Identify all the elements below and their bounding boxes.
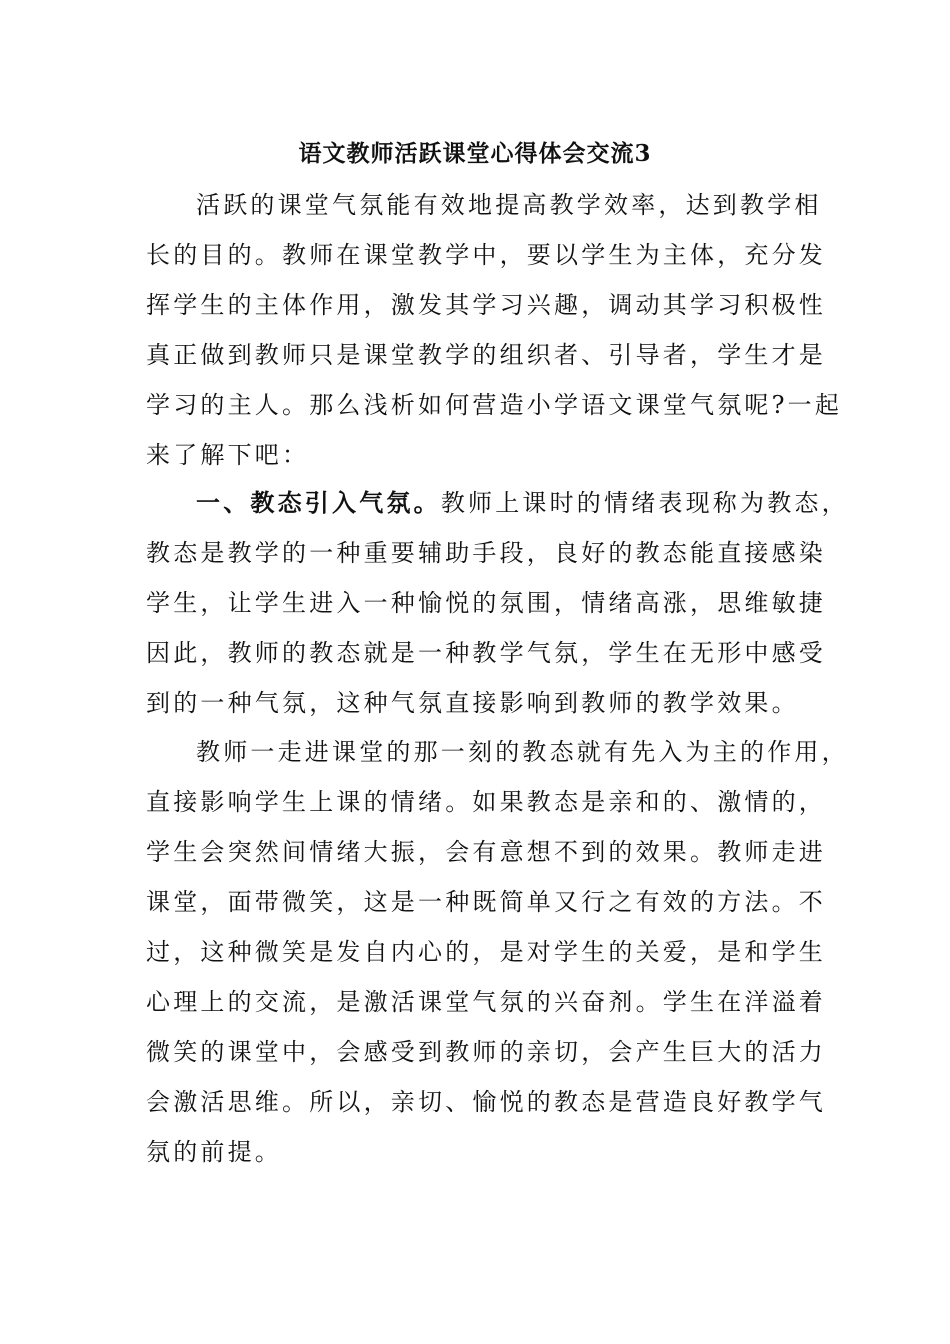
paragraph-line: 到的一种气氛，这种气氛直接影响到教师的教学效果。 <box>146 689 799 717</box>
paragraph-line: 来了解下吧： <box>146 441 310 469</box>
paragraph-line: 学习的主人。那么浅析如何营造小学语文课堂气氛呢?一起 <box>146 391 843 419</box>
paragraph-line: 学生，让学生进入一种愉悦的氛围，情绪高涨，思维敏捷 <box>146 589 826 617</box>
paragraph-line: 微笑的课堂中，会感受到教师的亲切，会产生巨大的活力 <box>146 1038 826 1066</box>
paragraph-line: 学生会突然间情绪大振，会有意想不到的效果。教师走进 <box>146 838 826 866</box>
paragraph-line: 挥学生的主体作用，激发其学习兴趣，调动其学习积极性 <box>146 291 826 319</box>
paragraph-line: 因此，教师的教态就是一种教学气氛，学生在无形中感受 <box>146 639 826 667</box>
paragraph-line: 教师一走进课堂的那一刻的教态就有先入为主的作用， <box>196 738 849 766</box>
paragraph-2 <box>146 478 849 728</box>
paragraph-3 <box>146 727 849 1177</box>
paragraph-line: 课堂，面带微笑，这是一种既简单又行之有效的方法。不 <box>146 888 826 916</box>
paragraph-line: 活跃的课堂气氛能有效地提高教学效率，达到教学相 <box>196 191 822 219</box>
paragraph-first-line <box>146 478 849 528</box>
paragraph-line: 长的目的。教师在课堂教学中，要以学生为主体，充分发 <box>146 241 826 269</box>
paragraph-line: 心理上的交流，是激活课堂气氛的兴奋剂。学生在洋溢着 <box>146 988 826 1016</box>
paragraph-line: 过，这种微笑是发自内心的，是对学生的关爱，是和学生 <box>146 938 826 966</box>
document-title: 语文教师活跃课堂心得体会交流3 <box>298 140 652 167</box>
paragraph-1 <box>146 180 843 480</box>
paragraph-line: 教态是教学的一种重要辅助手段，良好的教态能直接感染 <box>146 539 826 567</box>
paragraph-line-rest: 教师上课时的情绪表现称为教态， <box>440 489 849 517</box>
paragraph-line: 氛的前提。 <box>146 1138 282 1166</box>
paragraph-line: 直接影响学生上课的情绪。如果教态是亲和的、激情的， <box>146 788 826 816</box>
paragraph-line: 会激活思维。所以，亲切、愉悦的教态是营造良好教学气 <box>146 1088 826 1116</box>
section-heading: 一、教态引入气氛。 <box>196 488 441 517</box>
paragraph-line: 真正做到教师只是课堂教学的组织者、引导者，学生才是 <box>146 341 826 369</box>
